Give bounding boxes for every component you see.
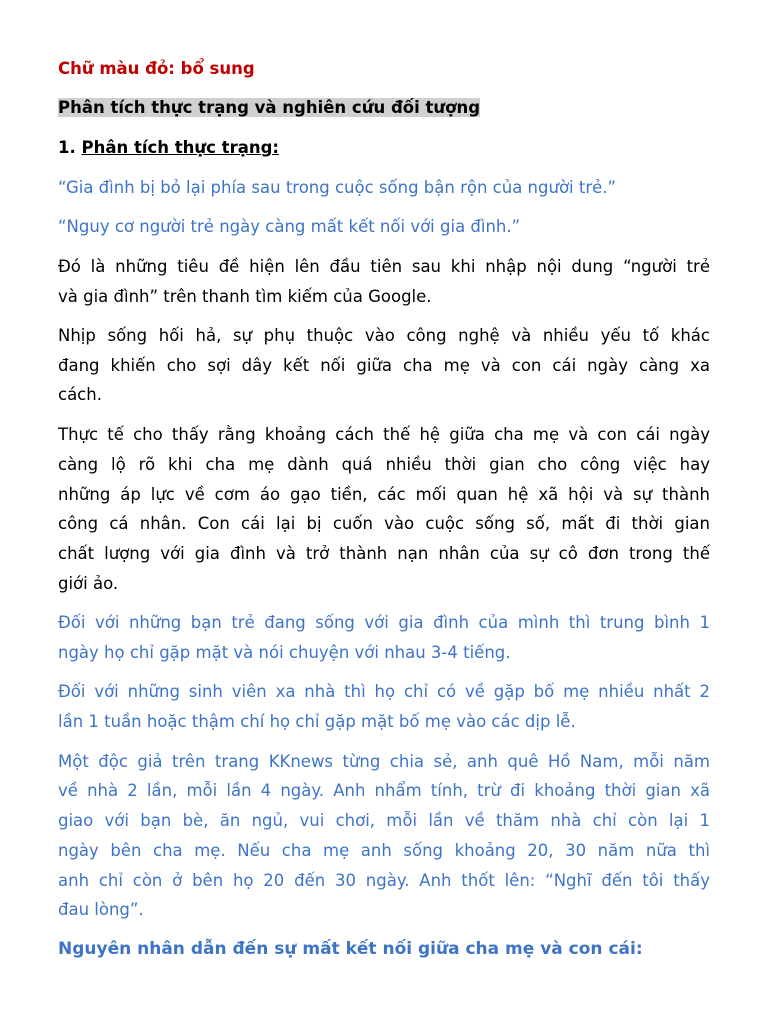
para6-line: giao với bạn bè, ăn ngủ, vui chơi, mỗi lần về thăm nhà chỉ còn lại 1	[58, 811, 710, 830]
para3-line: chất lượng với gia đình và trở thành nạn nhân của sự cô đơn trong thế	[58, 544, 710, 563]
para4-line: Đối với những bạn trẻ đang sống với gia đình của mình thì trung bình 1	[58, 613, 710, 632]
para6-line: đau lòng”.	[58, 900, 144, 919]
para3-line: những áp lực về cơm áo gạo tiền, các mối quan hệ xã hội và sự thành	[58, 485, 710, 504]
para4-line: ngày họ chỉ gặp mặt và nói chuyện với nhau 3-4 tiếng.	[58, 643, 511, 662]
subheading: Nguyên nhân dẫn đến sự mất kết nối giữa cha mẹ và con cái:	[58, 939, 643, 959]
para6-line: về nhà 2 lần, mỗi lần 4 ngày. Anh nhẩm tính, trừ đi khoảng thời gian xã	[58, 781, 710, 800]
note-red-text: Chữ màu đỏ: bổ sung	[58, 59, 255, 78]
para6-line: anh chỉ còn ở bên họ 20 đến 30 ngày. Anh thốt lên: “Nghĩ đến tôi thấy	[58, 871, 710, 890]
para3-line: Thực tế cho thấy rằng khoảng cách thế hệ giữa cha mẹ và con cái ngày	[58, 425, 710, 444]
para3-line: công cá nhân. Con cái lại bị cuốn vào cuộc sống số, mất đi thời gian	[58, 514, 710, 533]
heading-number: 1.	[58, 138, 76, 157]
para3-line: giới ảo.	[58, 574, 119, 593]
heading-1	[58, 138, 279, 158]
para1-line: Đó là những tiêu đề hiện lên đầu tiên sau khi nhập nội dung “người trẻ	[58, 257, 710, 276]
para5-line: lần 1 tuần hoặc thậm chí họ chỉ gặp mặt bố mẹ vào các dịp lễ.	[58, 712, 576, 731]
section-title-text: Phân tích thực trạng và nghiên cứu đối tượng	[58, 98, 481, 117]
heading-text: Phân tích thực trạng:	[81, 138, 280, 157]
quote-2: “Nguy cơ người trẻ ngày càng mất kết nối với gia đình.”	[58, 217, 521, 236]
para2-line: Nhịp sống hối hả, sự phụ thuộc vào công nghệ và nhiều yếu tố khác	[58, 326, 710, 345]
quote-1: “Gia đình bị bỏ lại phía sau trong cuộc sống bận rộn của người trẻ.”	[58, 178, 617, 197]
para6-line: ngày bên cha mẹ. Nếu cha mẹ anh sống khoảng 20, 30 năm nữa thì	[58, 841, 710, 860]
para3-line: càng lộ rõ khi cha mẹ dành quá nhiều thời gian cho công việc hay	[58, 455, 710, 474]
para5-line: Đối với những sinh viên xa nhà thì họ chỉ có về gặp bố mẹ nhiều nhất 2	[58, 682, 710, 701]
para2-line: đang khiến cho sợi dây kết nối giữa cha mẹ và con cái ngày càng xa	[58, 356, 710, 375]
section-title	[58, 98, 480, 118]
para6-line: Một độc giả trên trang KKnews từng chia sẻ, anh quê Hồ Nam, mỗi năm	[58, 752, 710, 771]
para2-line: cách.	[58, 385, 102, 404]
para1-line: và gia đình” trên thanh tìm kiếm của Google.	[58, 287, 432, 306]
